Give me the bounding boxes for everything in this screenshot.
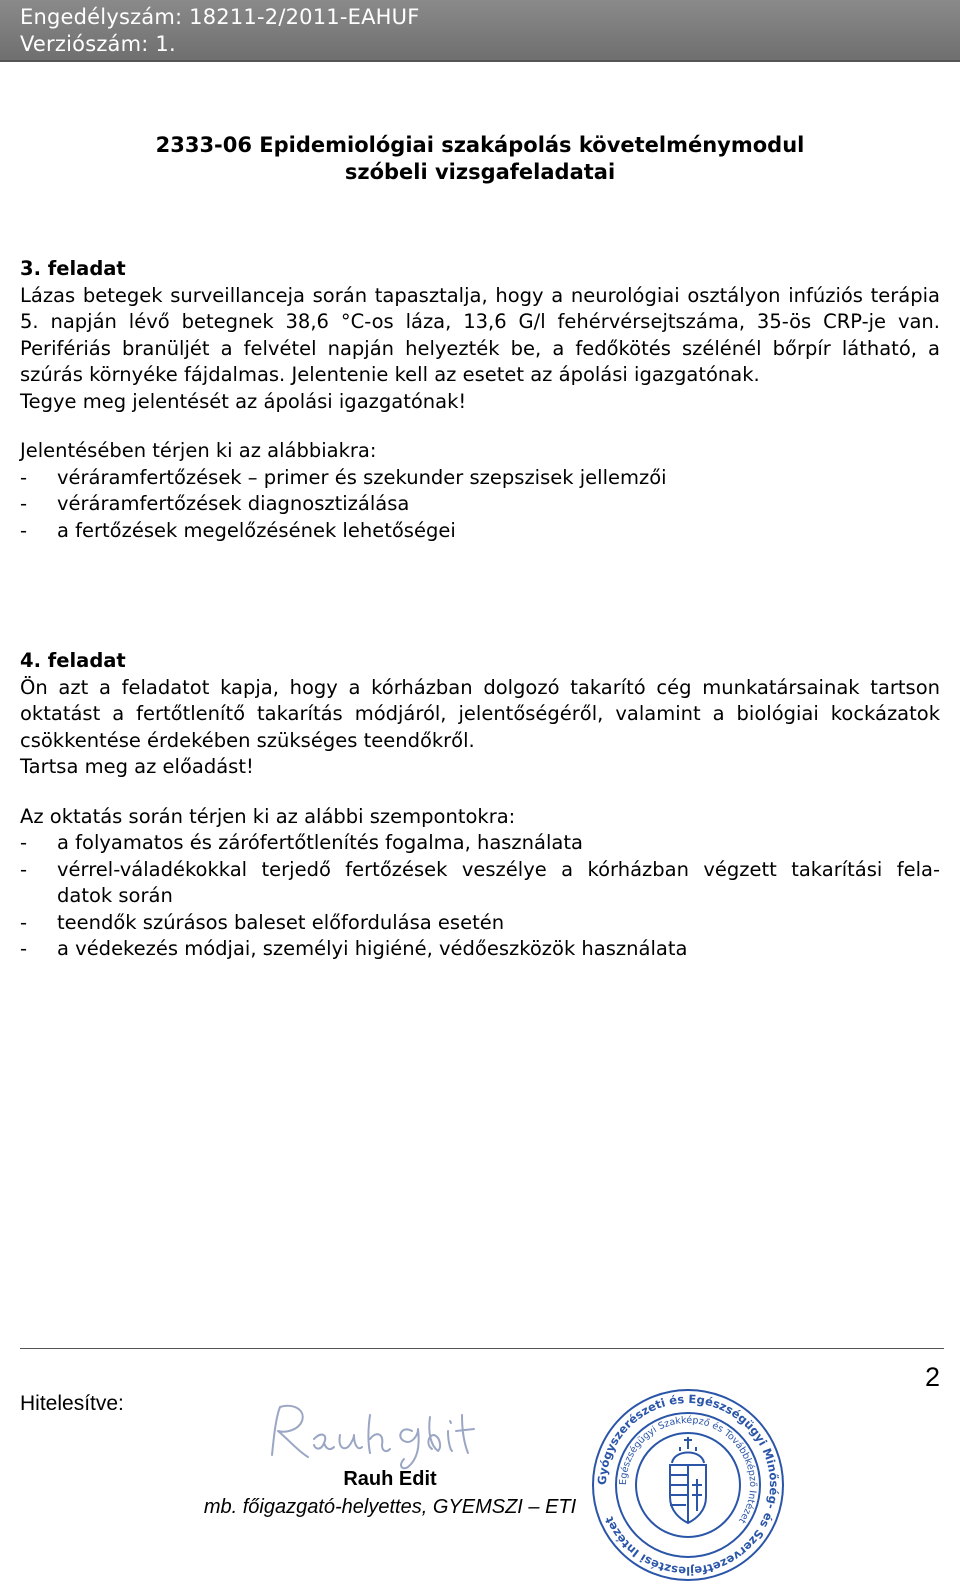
signer-position: mb. főigazgató-helyettes, GYEMSZI – ETI bbox=[203, 1496, 577, 1518]
task-3-heading: 3. feladat bbox=[20, 257, 126, 280]
document-subtitle: szóbeli vizsgafeladatai bbox=[344, 160, 616, 184]
task-3 bbox=[20, 256, 940, 544]
signature-image bbox=[262, 1395, 482, 1475]
task-4-text-line: oktatást a fertőtlenítő takarítás módjáról, jelentőségéről, valamint a biológiai kockázatok bbox=[20, 702, 940, 725]
task-4-instruction: Tartsa meg az előadást! bbox=[20, 755, 254, 778]
list-item: - a folyamatos és zárófertőtlenítés fogalma, használata bbox=[20, 831, 583, 854]
list-item: - vérrel-váladékokkal terjedő fertőzések veszélye a kórházban végzett takarítási fela- datok során bbox=[20, 857, 940, 907]
list-item: - véráramfertőzések diagnosztizálása bbox=[20, 492, 410, 515]
task-4-list-intro: Az oktatás során térjen ki az alábbi szempontokra: bbox=[20, 804, 516, 828]
svg-text:Gyógyszerészeti és Egészségügy: Gyógyszerészeti és Egészségügyi Minőség- és Szervezetfejlesztési Intézet bbox=[594, 1391, 782, 1579]
task-3-list-intro: Jelentésében térjen ki az alábbiakra: bbox=[20, 439, 377, 462]
footer-divider bbox=[20, 1348, 944, 1349]
permit-number: Engedélyszám: 18211-2/2011-EAHUF bbox=[20, 5, 420, 29]
official-stamp-image bbox=[588, 1385, 788, 1585]
list-item: - a fertőzések megelőzésének lehetőségei bbox=[20, 518, 456, 542]
certified-label: Hitelesítve: bbox=[20, 1392, 124, 1415]
task-4-text-line: Ön azt a feladatot kapja, hogy a kórházban dolgozó takarító cég munkatársainak tartson bbox=[20, 675, 940, 699]
svg-text:Egészségügyi Szakképző és Tová: Egészségügyi Szakképző és Továbbképző Intézet bbox=[617, 1414, 759, 1526]
task-3-text-line: Perifériás branüljét a felvétel napján helyezték be, a fedőkötés szélénél bőrpír látható, a bbox=[20, 336, 940, 360]
version-number: Verziószám: 1. bbox=[20, 32, 176, 56]
task-4 bbox=[20, 648, 940, 963]
document-title: 2333-06 Epidemiológiai szakápolás követelménymodul bbox=[155, 133, 805, 157]
task-3-instruction: Tegye meg jelentését az ápolási igazgatónak! bbox=[20, 389, 467, 413]
page-number: 2 bbox=[924, 1362, 940, 1392]
task-4-heading: 4. feladat bbox=[20, 649, 126, 672]
list-item: - a védekezés módjai, személyi higiéné, védőeszközök használata bbox=[20, 937, 688, 960]
task-3-text-line: Lázas betegek surveillanceja során tapasztalja, hogy a neurológiai osztályon infúziós terápia bbox=[20, 283, 940, 307]
list-item: - teendők szúrásos baleset előfordulása esetén bbox=[20, 910, 505, 934]
task-3-text-line: szúrás környéke fájdalmas. Jelentenie kell az esetet az ápolási igazgatónak. bbox=[20, 363, 760, 386]
task-3-text-line: 5. napján lévő betegnek 38,6 °C-os láza, 13,6 G/l fehérvérsejtszáma, 35-ös CRP-je van. bbox=[20, 310, 940, 333]
signer-name: Rauh Edit bbox=[343, 1468, 437, 1490]
list-item: - véráramfertőzések – primer és szekunder szepszisek jellemzői bbox=[20, 465, 667, 489]
task-4-text-line: csökkentése érdekében szükséges teendőkről. bbox=[20, 728, 475, 752]
document-header bbox=[0, 0, 960, 62]
